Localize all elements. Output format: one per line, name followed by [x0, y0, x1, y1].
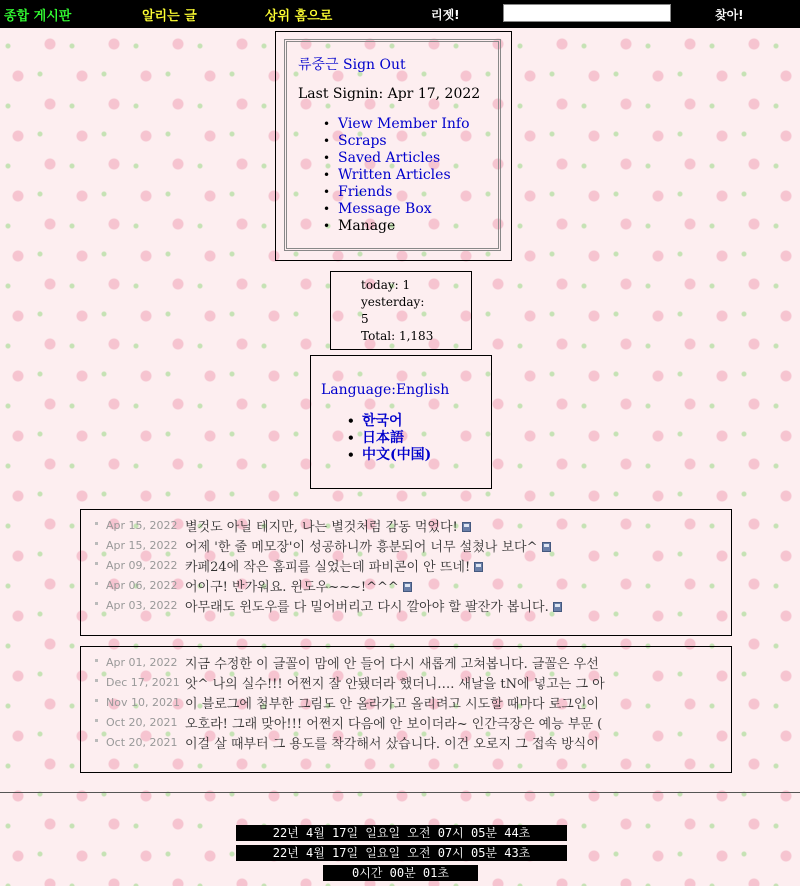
list-item [95, 713, 715, 733]
last-signin-text: Last Signin: Apr 17, 2022 [298, 86, 481, 102]
menu-written-articles[interactable]: • Written Articles [338, 167, 470, 184]
post-date: Apr 03, 2022 [106, 599, 178, 612]
save-file-icon[interactable] [474, 562, 483, 572]
menu-manage[interactable]: • Manage [338, 218, 470, 235]
post-title-link[interactable] [185, 516, 471, 535]
visitor-counter [330, 271, 472, 350]
search-input[interactable] [503, 4, 671, 22]
language-panel [310, 355, 492, 489]
member-menu [338, 116, 470, 235]
nav-notice-link[interactable]: 알리는 글 [142, 9, 197, 24]
bullet-dot [95, 679, 98, 682]
bullet-dot [95, 562, 98, 565]
list-item [95, 556, 715, 576]
post-date: Apr 09, 2022 [106, 559, 178, 572]
current-time-clock: 22년 4월 17일 일요일 오전 07시 05분 44초 [236, 825, 567, 841]
login-panel-inner [284, 39, 501, 251]
list-item [95, 596, 715, 616]
post-title-text: 아무래도 윈도우를 다 밀어버리고 다시 깔아야 할 팔잔가 봅니다. [185, 600, 549, 615]
language-option-korean[interactable]: • 한국어 [362, 413, 431, 430]
counter-yesterday-label: yesterday: [361, 295, 425, 309]
bullet-dot [95, 659, 98, 662]
menu-view-member-info[interactable]: • View Member Info [338, 116, 470, 133]
list-item [95, 516, 715, 536]
post-date: Apr 06, 2022 [106, 579, 178, 592]
list-item [95, 733, 715, 753]
sign-out-link[interactable]: Sign Out [343, 57, 406, 73]
search-reset-label[interactable]: 리젯! [431, 8, 460, 22]
top-navigation-bar [0, 0, 800, 28]
save-file-icon[interactable] [403, 582, 412, 592]
post-title-link[interactable] [185, 576, 412, 595]
post-title-text: 어이구! 반가워요. 윈도우~~~!^^^ [185, 580, 399, 595]
post-title-text: 어제 '한 줄 메모장'이 성공하니까 흥분되어 너무 설쳤나 보다^ [185, 540, 538, 555]
post-date: Oct 20, 2021 [106, 716, 178, 729]
menu-saved-articles[interactable]: • Saved Articles [338, 150, 470, 167]
post-date: Apr 15, 2022 [106, 539, 178, 552]
counter-today: today: 1 [361, 278, 411, 292]
page-load-time-clock: 22년 4월 17일 일요일 오전 07시 05분 43초 [236, 845, 567, 861]
post-date: Apr 01, 2022 [106, 656, 178, 669]
post-title-link[interactable]: 오호라! 그래 맞아!!! 어쩐지 다음에 안 보이더라~ 인간극장은 예능 부문 ( [185, 717, 603, 732]
list-item [95, 576, 715, 596]
menu-friends[interactable]: • Friends [338, 184, 470, 201]
language-current: Language:English [321, 382, 450, 398]
list-item [95, 693, 715, 713]
post-title-link[interactable] [185, 536, 551, 555]
post-date: Apr 15, 2022 [106, 519, 178, 532]
login-panel [275, 31, 512, 261]
post-title-link[interactable]: 지금 수정한 이 글꼴이 맘에 안 들어 다시 새롭게 고쳐봅니다. 글꼴은 우선 [185, 657, 599, 672]
nav-board-link[interactable]: 종합 게시판 [4, 9, 72, 24]
save-file-icon[interactable] [542, 542, 551, 552]
post-title-text: 카페24에 작은 홈피를 실었는데 파비콘이 안 뜨네! [185, 560, 471, 575]
search-button[interactable]: 찾아! [715, 8, 744, 22]
bullet-dot [95, 522, 98, 525]
bullet-dot [95, 739, 98, 742]
login-user-line [298, 54, 406, 74]
bullet-dot [95, 542, 98, 545]
save-file-icon[interactable] [462, 522, 471, 532]
bullet-dot [95, 699, 98, 702]
post-title-link[interactable]: 이 블로그에 첨부한 그림도 안 올라가고 올리려고 시도할 때마다 로그인이 [185, 697, 599, 712]
menu-message-box[interactable]: • Message Box [338, 201, 470, 218]
list-item [95, 673, 715, 693]
older-posts-panel [80, 646, 732, 773]
list-item [95, 653, 715, 673]
language-list [362, 413, 431, 464]
list-item [95, 536, 715, 556]
bullet-dot [95, 719, 98, 722]
post-title-link[interactable]: 이걸 살 때부터 그 용도를 착각해서 샀습니다. 이건 오로지 그 접속 방식이 [185, 737, 599, 752]
menu-scraps[interactable]: • Scraps [338, 133, 470, 150]
elapsed-time-clock: 0시간 00분 01초 [323, 865, 478, 881]
language-option-chinese[interactable]: • 中文(中国) [362, 447, 431, 464]
bullet-dot [95, 602, 98, 605]
post-date: Oct 20, 2021 [106, 736, 178, 749]
post-title-link[interactable]: 앗^ 나의 실수!!! 어쩐지 잘 안됐더라 했더니…. 새날을 tN에 넣고는 그 아 [185, 677, 605, 692]
post-date: Nov 10, 2021 [106, 696, 180, 709]
post-title-link[interactable] [185, 596, 562, 615]
bullet-dot [95, 582, 98, 585]
user-name-link[interactable]: 류중근 [298, 57, 339, 73]
footer-divider [0, 792, 800, 793]
post-title-link[interactable] [185, 556, 483, 575]
post-date: Dec 17, 2021 [106, 676, 180, 689]
language-option-japanese[interactable]: • 日本語 [362, 430, 431, 447]
counter-yesterday-value: 5 [361, 312, 369, 326]
nav-home-link[interactable]: 상위 홈으로 [265, 9, 333, 24]
recent-posts-panel [80, 509, 732, 636]
post-title-text: 별것도 아닐 테지만, 나는 별것처럼 감동 먹었다! [185, 520, 458, 535]
counter-total: Total: 1,183 [361, 329, 434, 343]
save-file-icon[interactable] [553, 602, 562, 612]
